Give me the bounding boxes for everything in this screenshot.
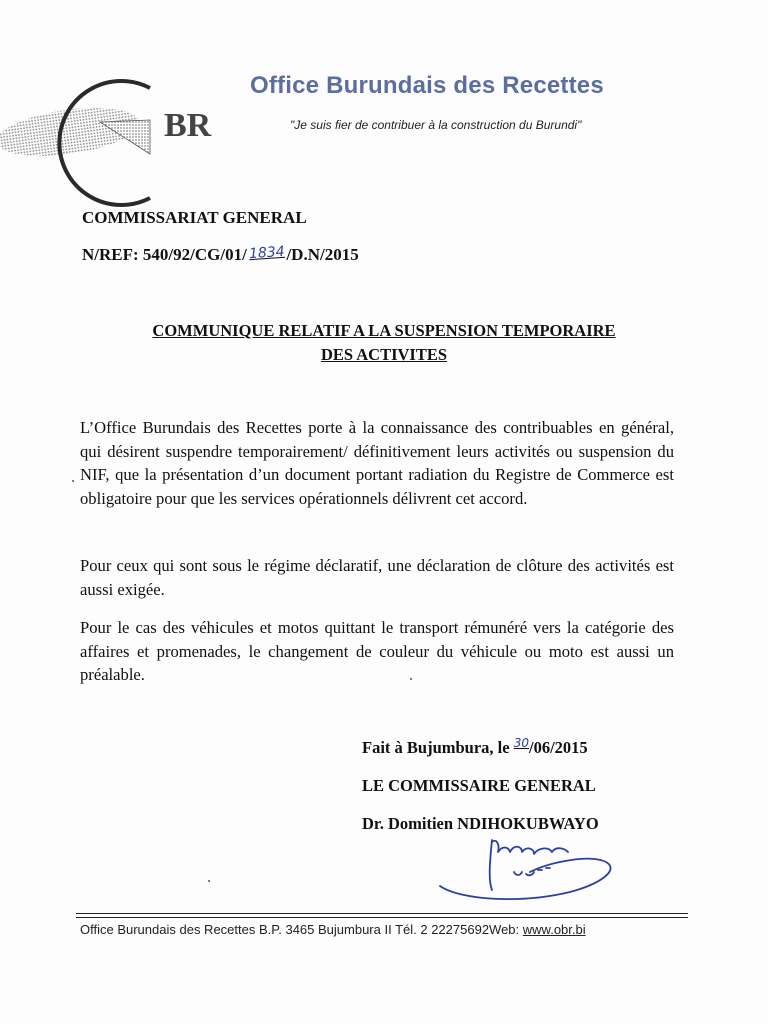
handwritten-day: 30 (513, 736, 529, 750)
organization-name: Office Burundais des Recettes (250, 72, 604, 99)
signature-date (362, 738, 588, 758)
reference-number (82, 245, 359, 265)
scan-speck (410, 678, 412, 680)
footer-divider-top (76, 913, 688, 914)
scan-speck (72, 480, 74, 482)
subject-line-2: DES ACTIVITES (320, 345, 448, 364)
date-suffix: /06/2015 (529, 738, 588, 757)
footer-website-link[interactable]: www.obr.bi (522, 922, 586, 937)
place-prefix: Fait à Bujumbura, le (362, 738, 514, 757)
subject-line-1: COMMUNIQUE RELATIF A LA SUSPENSION TEMPORAIRE (152, 321, 616, 340)
footer-address-text: Office Burundais des Recettes B.P. 3465 Bujumbura II Tél. 2 22275692Web: (80, 922, 523, 937)
logo-text: BR (164, 107, 212, 144)
body-paragraph-1: L’Office Burundais des Recettes porte à la connaissance des contribuables en général, qui désirent suspendre temporairement/ définitivement leurs activités ou suspension du NIF, que la présentation d’un document portant radiation du Registre de Commerce est obligatoire pour que les services opérationnels délivrent cet accord. (80, 418, 674, 508)
handwritten-reference-number: 1834 (248, 243, 285, 263)
signatory-title: LE COMMISSAIRE GENERAL (362, 776, 596, 795)
reference-suffix: /D.N/2015 (286, 245, 359, 264)
subject-heading (60, 319, 708, 367)
obr-logo (0, 70, 230, 220)
slogan: "Je suis fier de contribuer à la construction du Burundi" (290, 118, 582, 132)
department-heading: COMMISSARIAT GENERAL (82, 208, 307, 227)
signatory-name: Dr. Domitien NDIHOKUBWAYO (362, 814, 599, 833)
footer-divider-bottom (76, 917, 688, 918)
footer-address (80, 922, 586, 937)
body-paragraph-2: Pour ceux qui sont sous le régime déclaratif, une déclaration de clôture des activités est aussi exigée. (80, 556, 674, 599)
reference-prefix: N/REF: 540/92/CG/01/ (82, 245, 247, 264)
scan-speck (208, 880, 210, 882)
handwritten-signature (430, 830, 650, 910)
body-paragraph-3: Pour le cas des véhicules et motos quittant le transport rémunéré vers la catégorie des affaires et promenades, le changement de couleur du véhicule ou moto est aussi un préalable. (80, 618, 674, 684)
